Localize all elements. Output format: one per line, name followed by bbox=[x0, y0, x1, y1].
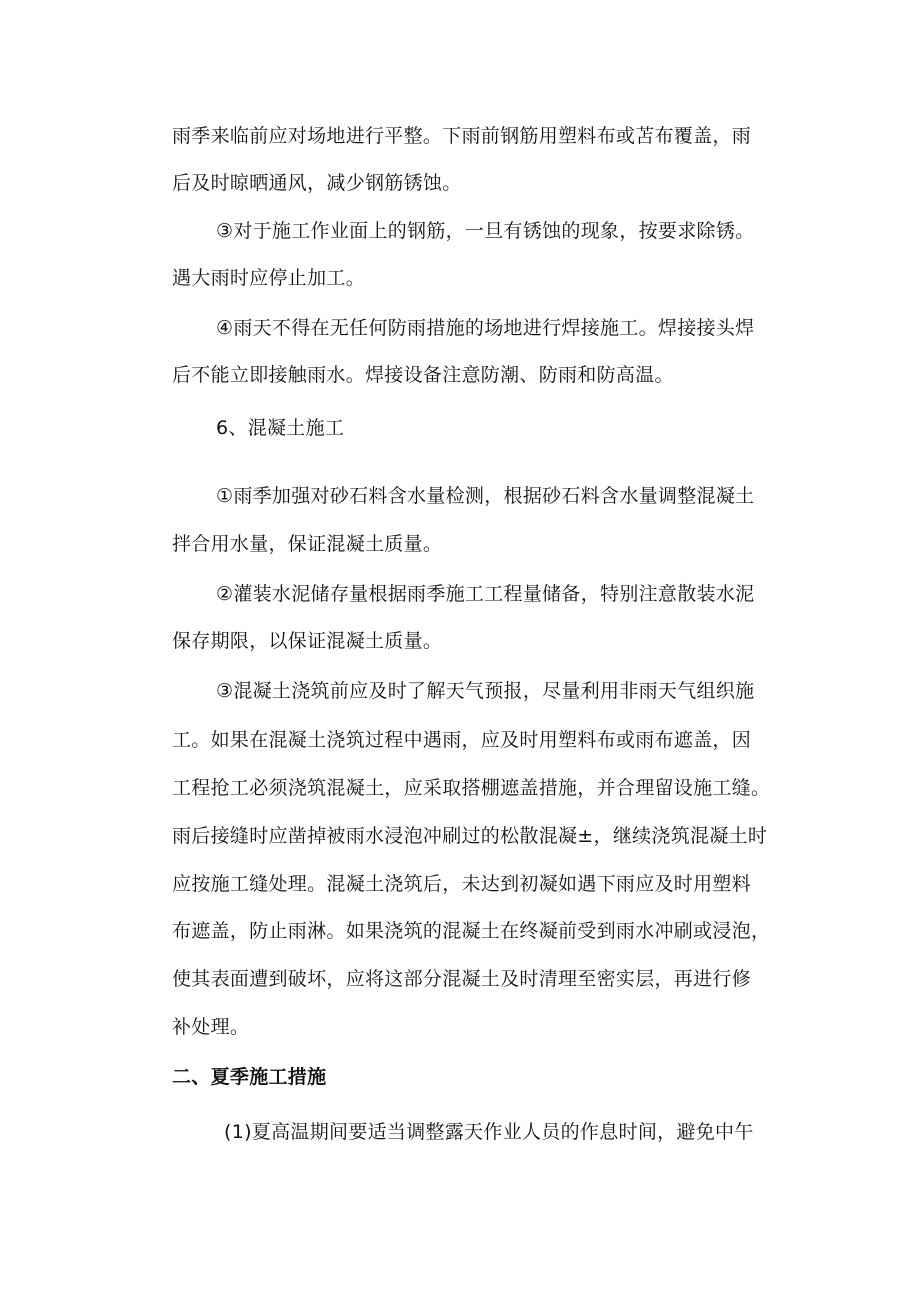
text-line: ①雨季加强对砂石料含水量检测，根据砂石料含水量调整混凝土 bbox=[216, 485, 755, 507]
text-line: 布遮盖，防止雨淋。如果浇筑的混凝土在终凝前受到雨水冲刷或浸泡， bbox=[172, 920, 771, 942]
text-line: 后及时晾晒通风，减少钢筋锈蚀。 bbox=[172, 172, 462, 194]
text-line: 使其表面遭到破坏，应将这部分混凝土及时清理至密实层，再进行修 bbox=[172, 968, 752, 990]
text-line: (1)夏高温期间要适当调整露天作业人员的作息时间，避免中午 bbox=[224, 1121, 754, 1143]
text-line: 雨后接缝时应凿掉被雨水浸泡冲刷过的松散混凝±，继续浇筑混凝土时 bbox=[172, 825, 768, 847]
text-line: 雨季来临前应对场地进行平整。下雨前钢筋用塑料布或苫布覆盖，雨 bbox=[172, 125, 752, 147]
text-line: 工。如果在混凝土浇筑过程中遇雨，应及时用塑料布或雨布遮盖，因 bbox=[172, 729, 752, 751]
text-line: ④雨天不得在无任何防雨措施的场地进行焊接施工。焊接接头焊 bbox=[216, 317, 755, 339]
text-line: ②灌装水泥储存量根据雨季施工工程量储备，特别注意散装水泥 bbox=[216, 583, 755, 605]
text-line: 拌合用水量，保证混凝土质量。 bbox=[172, 533, 443, 555]
text-line: 遇大雨时应停止加工。 bbox=[172, 267, 366, 289]
text-line: 保存期限，以保证混凝土质量。 bbox=[172, 630, 443, 652]
section-heading: 二、夏季施工措施 bbox=[172, 1066, 327, 1088]
section-heading: 6、混凝土施工 bbox=[216, 417, 345, 439]
text-line: 工程抢工必须浇筑混凝土，应采取搭棚遮盖措施，并合理留设施工缝。 bbox=[172, 777, 771, 799]
text-line: 应按施工缝处理。混凝土浇筑后，未达到初凝如遇下雨应及时用塑料 bbox=[172, 873, 752, 895]
text-line: ③对于施工作业面上的钢筋，一旦有锈蚀的现象，按要求除锈。 bbox=[216, 220, 755, 242]
text-line: 后不能立即接触雨水。焊接设备注意防潮、防雨和防高温。 bbox=[172, 364, 674, 386]
text-line: ③混凝土浇筑前应及时了解天气预报，尽量利用非雨天气组织施 bbox=[216, 680, 755, 702]
text-line: 补处理。 bbox=[172, 1016, 250, 1038]
